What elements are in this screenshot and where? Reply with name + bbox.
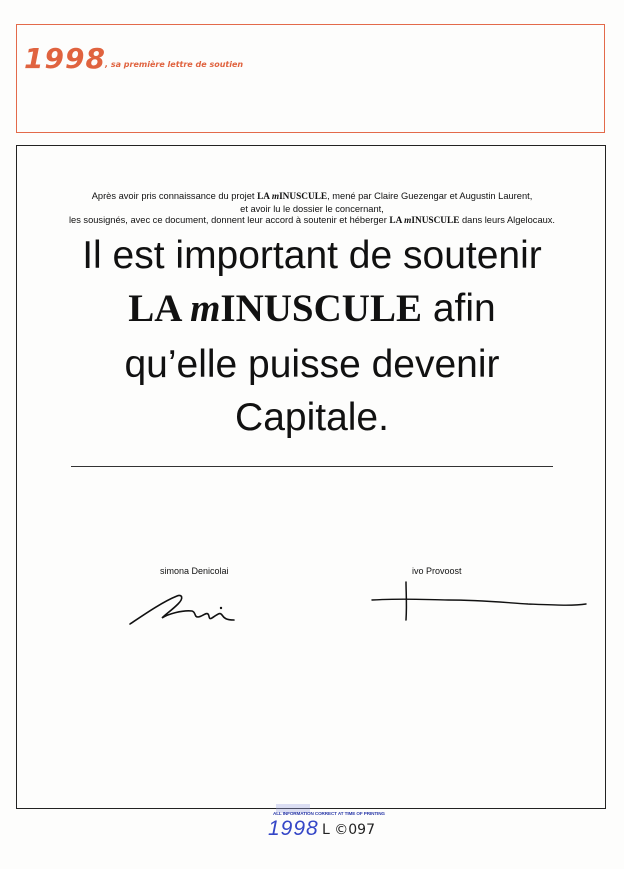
- headline-text: afin: [421, 287, 496, 330]
- header-subtitle: , sa première lettre de soutien: [105, 60, 244, 69]
- headline-line-2: [0, 284, 624, 334]
- brand-la: LA: [389, 216, 405, 226]
- intro-text: , mené par Claire Guezengar et Augustin Laurent,: [327, 191, 533, 201]
- brand-name: [389, 216, 459, 226]
- brand-name: [257, 192, 327, 202]
- signature-1: [122, 584, 242, 629]
- brand-rest: INUSCULE: [220, 287, 422, 330]
- divider-rule: [71, 466, 553, 467]
- headline-line-1: Il est important de soutenir: [82, 234, 542, 277]
- headline-brand: [128, 287, 422, 330]
- signatory-name-1: simona Denicolai: [160, 566, 229, 576]
- headline-line-3: qu’elle puisse devenir: [124, 343, 500, 386]
- intro-line-2: et avoir lu le dossier le concernant,: [240, 204, 384, 214]
- brand-rest: INUSCULE: [411, 216, 460, 226]
- intro-text: les sousignés, avec ce document, donnent leur accord à soutenir et héberger: [68, 215, 390, 225]
- intro-line-1: [0, 191, 624, 203]
- stamp-code: L ©097: [322, 822, 375, 838]
- brand-m: m: [190, 287, 221, 330]
- brand-rest: INUSCULE: [279, 192, 328, 202]
- brand-la: LA: [128, 287, 191, 330]
- header-year: 1998: [24, 42, 106, 75]
- intro-text: Après avoir pris connaissance du projet: [91, 191, 258, 201]
- header-box: [16, 24, 605, 133]
- headline-line-4: Capitale.: [235, 396, 389, 439]
- stamp-caption: ALL INFORMATION CORRECT AT TIME OF PRINTING: [273, 811, 385, 816]
- brand-m: m: [404, 216, 412, 226]
- signature-2: [368, 578, 593, 628]
- brand-m: m: [271, 192, 280, 202]
- brand-la: LA: [257, 192, 272, 202]
- intro-line-3: [0, 215, 624, 227]
- signatory-name-2: ivo Provoost: [412, 566, 462, 576]
- intro-text: dans leurs Algelocaux.: [459, 215, 556, 225]
- stamp-year: 1998: [268, 817, 319, 840]
